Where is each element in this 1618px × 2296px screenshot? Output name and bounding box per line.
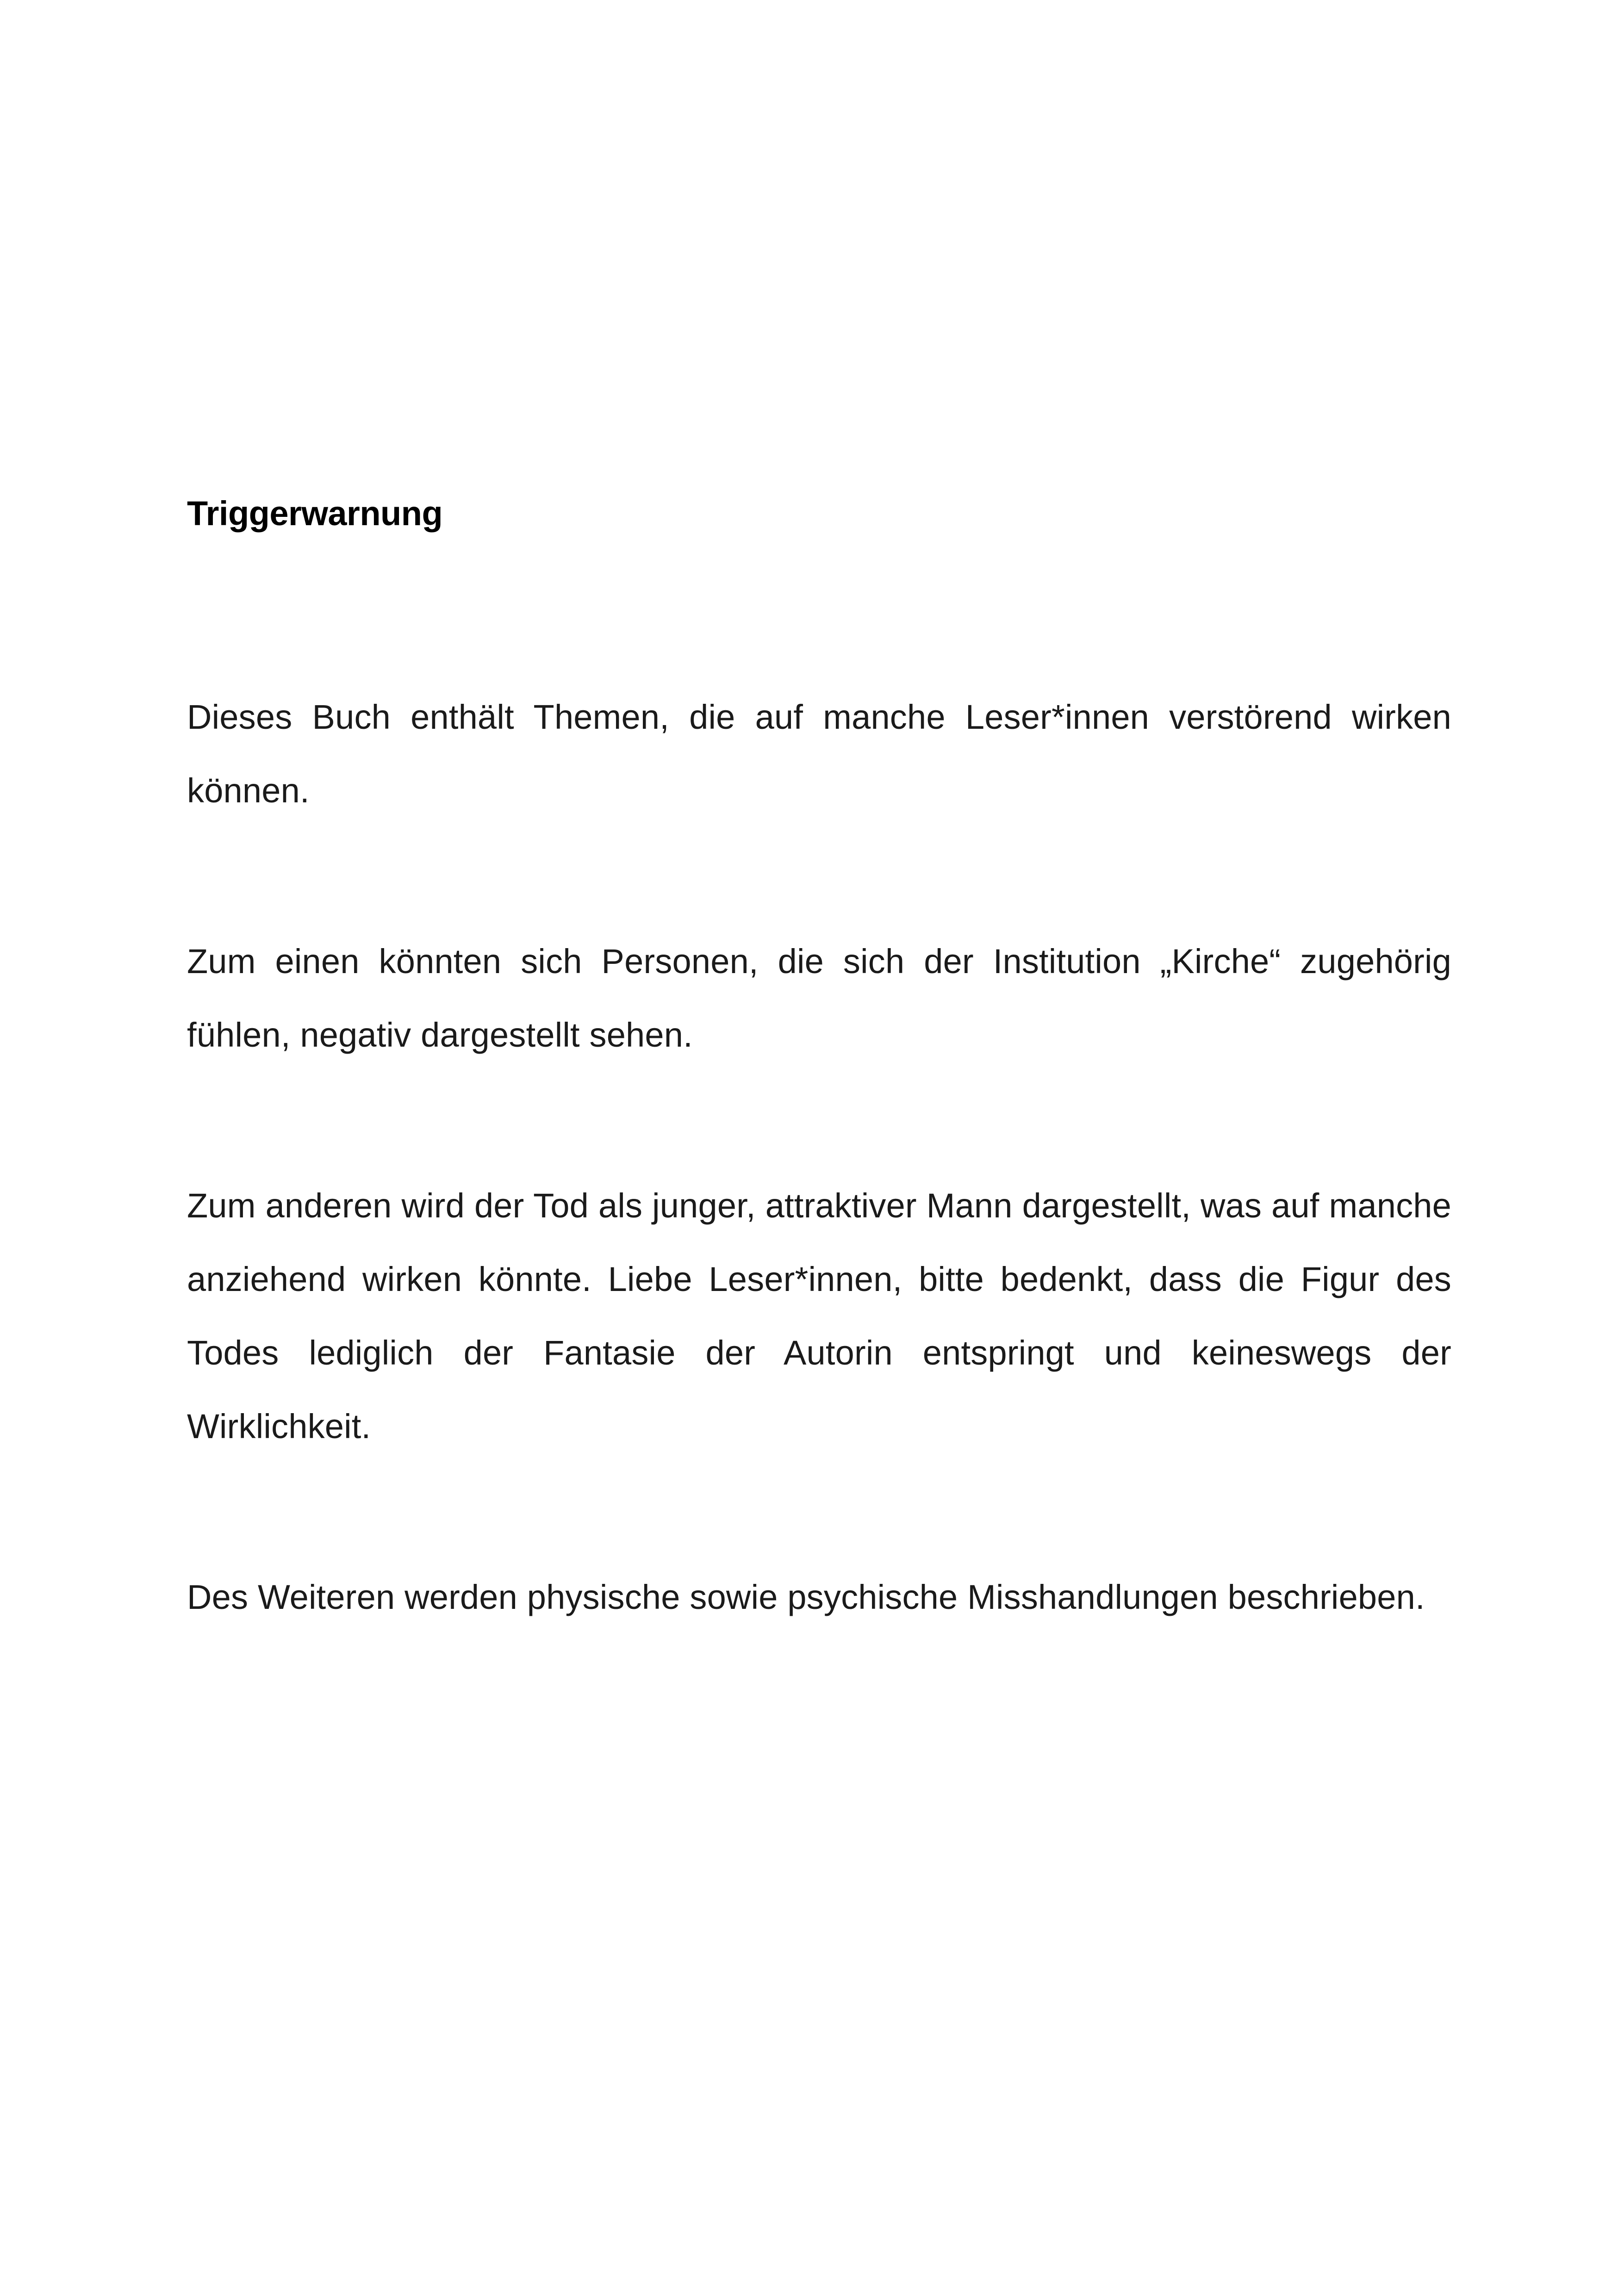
paragraph-death-figure: Zum anderen wird der Tod als junger, attraktiver Mann dargestellt, was auf manche anziehend wirken könnte. Liebe Leser*innen, bitte bedenkt, dass die Figur des Todes lediglich der Fantasie der Autorin entspringt und keineswegs der Wirklichkeit. [187, 1186, 1451, 1446]
paragraph-content-warning: Dieses Buch enthält Themen, die auf manche Leser*innen verstörend wirken können. [187, 698, 1451, 810]
page-heading: Triggerwarnung [187, 494, 443, 533]
paragraph-abuse: Des Weiteren werden physische sowie psychische Misshandlungen beschrieben. [187, 1578, 1425, 1616]
paragraph-church: Zum einen könnten sich Personen, die sich der Institution „Kirche“ zugehörig fühlen, negativ dargestellt sehen. [187, 942, 1451, 1054]
page-content [187, 486, 1451, 1634]
